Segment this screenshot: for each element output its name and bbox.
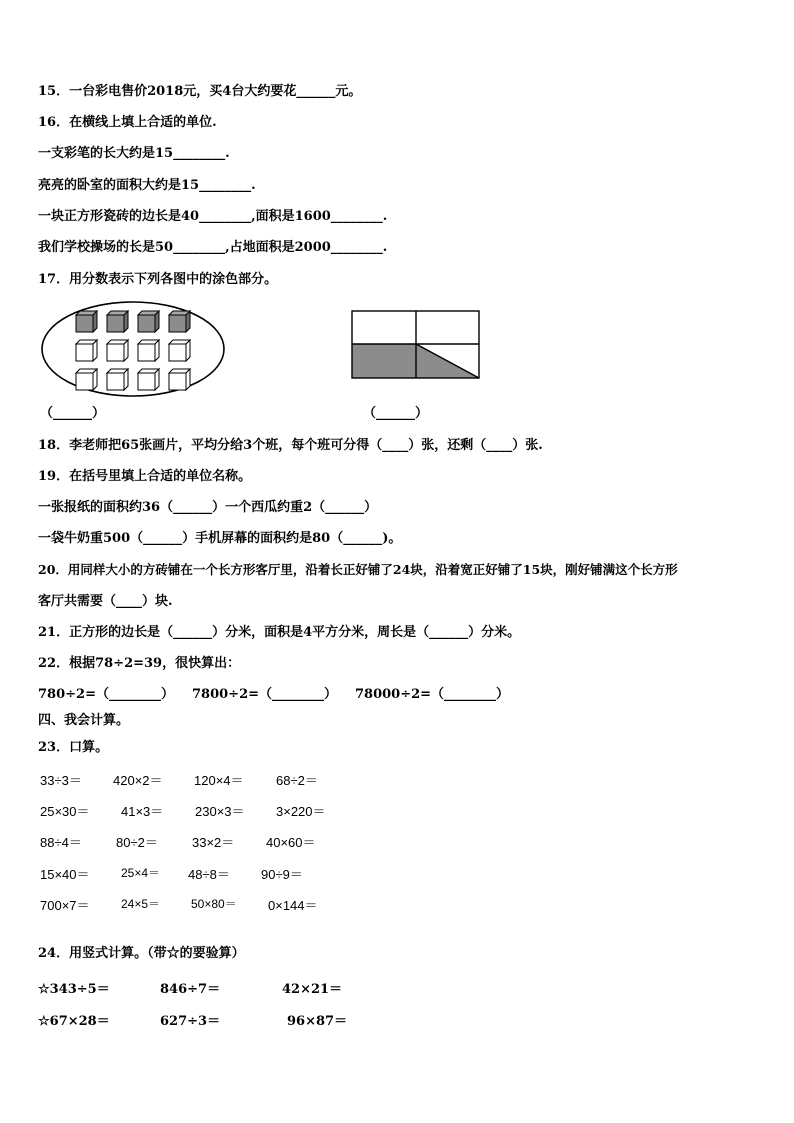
vertical-calc-1-2: 846÷7＝ <box>160 982 221 997</box>
cube-grid <box>76 311 190 390</box>
calc-5-4: 0×144＝ <box>268 898 318 913</box>
cubes-ellipse-figure <box>40 300 226 398</box>
shaded-cube <box>138 311 159 332</box>
calc-5-2: 24×5＝ <box>121 897 161 911</box>
q21: 21．正方形的边长是（______）分米，面积是4平方分米，周长是（______）分米。 <box>38 625 521 640</box>
cube <box>169 369 190 390</box>
calc-2-3: 230×3＝ <box>195 804 245 819</box>
calc-4-3: 48÷8＝ <box>188 867 230 882</box>
calc-2-1: 25×30＝ <box>40 804 90 819</box>
cube <box>76 369 97 390</box>
q17-answer-left: （______） <box>40 406 106 421</box>
q16-line-1: 一支彩笔的长大约是15________. <box>38 146 230 161</box>
q19-title: 19．在括号里填上合适的单位名称。 <box>38 469 252 484</box>
q16-line-4: 我们学校操场的长是50________,占地面积是2000________. <box>38 240 388 255</box>
cube <box>107 340 128 361</box>
q24-title: 24．用竖式计算。（带☆的要验算） <box>38 946 245 961</box>
calc-1-2: 420×2＝ <box>113 773 163 788</box>
vertical-calc-2-1: ☆67×28＝ <box>38 1014 110 1029</box>
q20-line-1: 20．用同样大小的方砖铺在一个长方形客厅里，沿着长正好铺了24块，沿着宽正好铺了15块，刚好铺满这个长方形 <box>38 562 678 577</box>
rectangle-figure <box>351 310 481 380</box>
calc-4-2: 25×4＝ <box>121 866 161 880</box>
calc-1-3: 120×4＝ <box>194 773 244 788</box>
calc-3-4: 40×60＝ <box>266 835 316 850</box>
q16-line-2: 亮亮的卧室的面积大约是15________. <box>38 178 256 193</box>
cube <box>76 340 97 361</box>
shaded-cube <box>76 311 97 332</box>
calc-3-2: 80÷2＝ <box>116 835 158 850</box>
calc-3-1: 88÷4＝ <box>40 835 82 850</box>
q22-item-3: 78000÷2=（________） <box>355 687 510 702</box>
vertical-calc-2-2: 627÷3＝ <box>160 1014 221 1029</box>
calc-3-3: 33×2＝ <box>192 835 235 850</box>
calc-1-1: 33÷3＝ <box>40 773 82 788</box>
section-4-heading: 四、我会计算。 <box>38 713 130 728</box>
q15: 15．一台彩电售价2018元，买4台大约要花______元。 <box>38 84 362 99</box>
q17-answer-right: （______） <box>363 406 429 421</box>
calc-5-3: 50×80＝ <box>191 897 237 911</box>
q17-title: 17．用分数表示下列各图中的涂色部分。 <box>38 272 278 287</box>
cube <box>138 369 159 390</box>
vertical-calc-1-1: ☆343÷5＝ <box>38 982 110 997</box>
cube <box>138 340 159 361</box>
calc-1-4: 68÷2＝ <box>276 773 318 788</box>
cube <box>107 369 128 390</box>
q23-title: 23．口算。 <box>38 740 109 755</box>
calc-2-4: 3×220＝ <box>276 804 326 819</box>
q19-line-1: 一张报纸的面积约36（______）一个西瓜约重2（______） <box>38 500 378 515</box>
shaded-cube <box>169 311 190 332</box>
calc-4-4: 90÷9＝ <box>261 867 303 882</box>
vertical-calc-1-3: 42×21＝ <box>282 982 343 997</box>
q18: 18．李老师把65张画片，平均分给3个班，每个班可分得（____）张，还剩（____）张. <box>38 438 543 453</box>
q19-line-2: 一袋牛奶重500（______）手机屏幕的面积约是80（______)。 <box>38 531 402 546</box>
q22-title: 22．根据78÷2=39，很快算出： <box>38 656 241 671</box>
q16-title: 16．在横线上填上合适的单位. <box>38 115 217 130</box>
shaded-cube <box>107 311 128 332</box>
q22-item-1: 780÷2=（________） <box>38 687 174 702</box>
q16-line-3: 一块正方形瓷砖的边长是40________,面积是1600________. <box>38 209 388 224</box>
cube <box>169 340 190 361</box>
calc-2-2: 41×3＝ <box>121 804 164 819</box>
shaded-quarter <box>352 344 416 378</box>
q22-item-2: 7800÷2=（________） <box>192 687 338 702</box>
calc-5-1: 700×7＝ <box>40 898 90 913</box>
calc-4-1: 15×40＝ <box>40 867 90 882</box>
q20-line-2: 客厅共需要（____）块. <box>38 594 173 609</box>
vertical-calc-2-3: 96×87＝ <box>287 1014 348 1029</box>
